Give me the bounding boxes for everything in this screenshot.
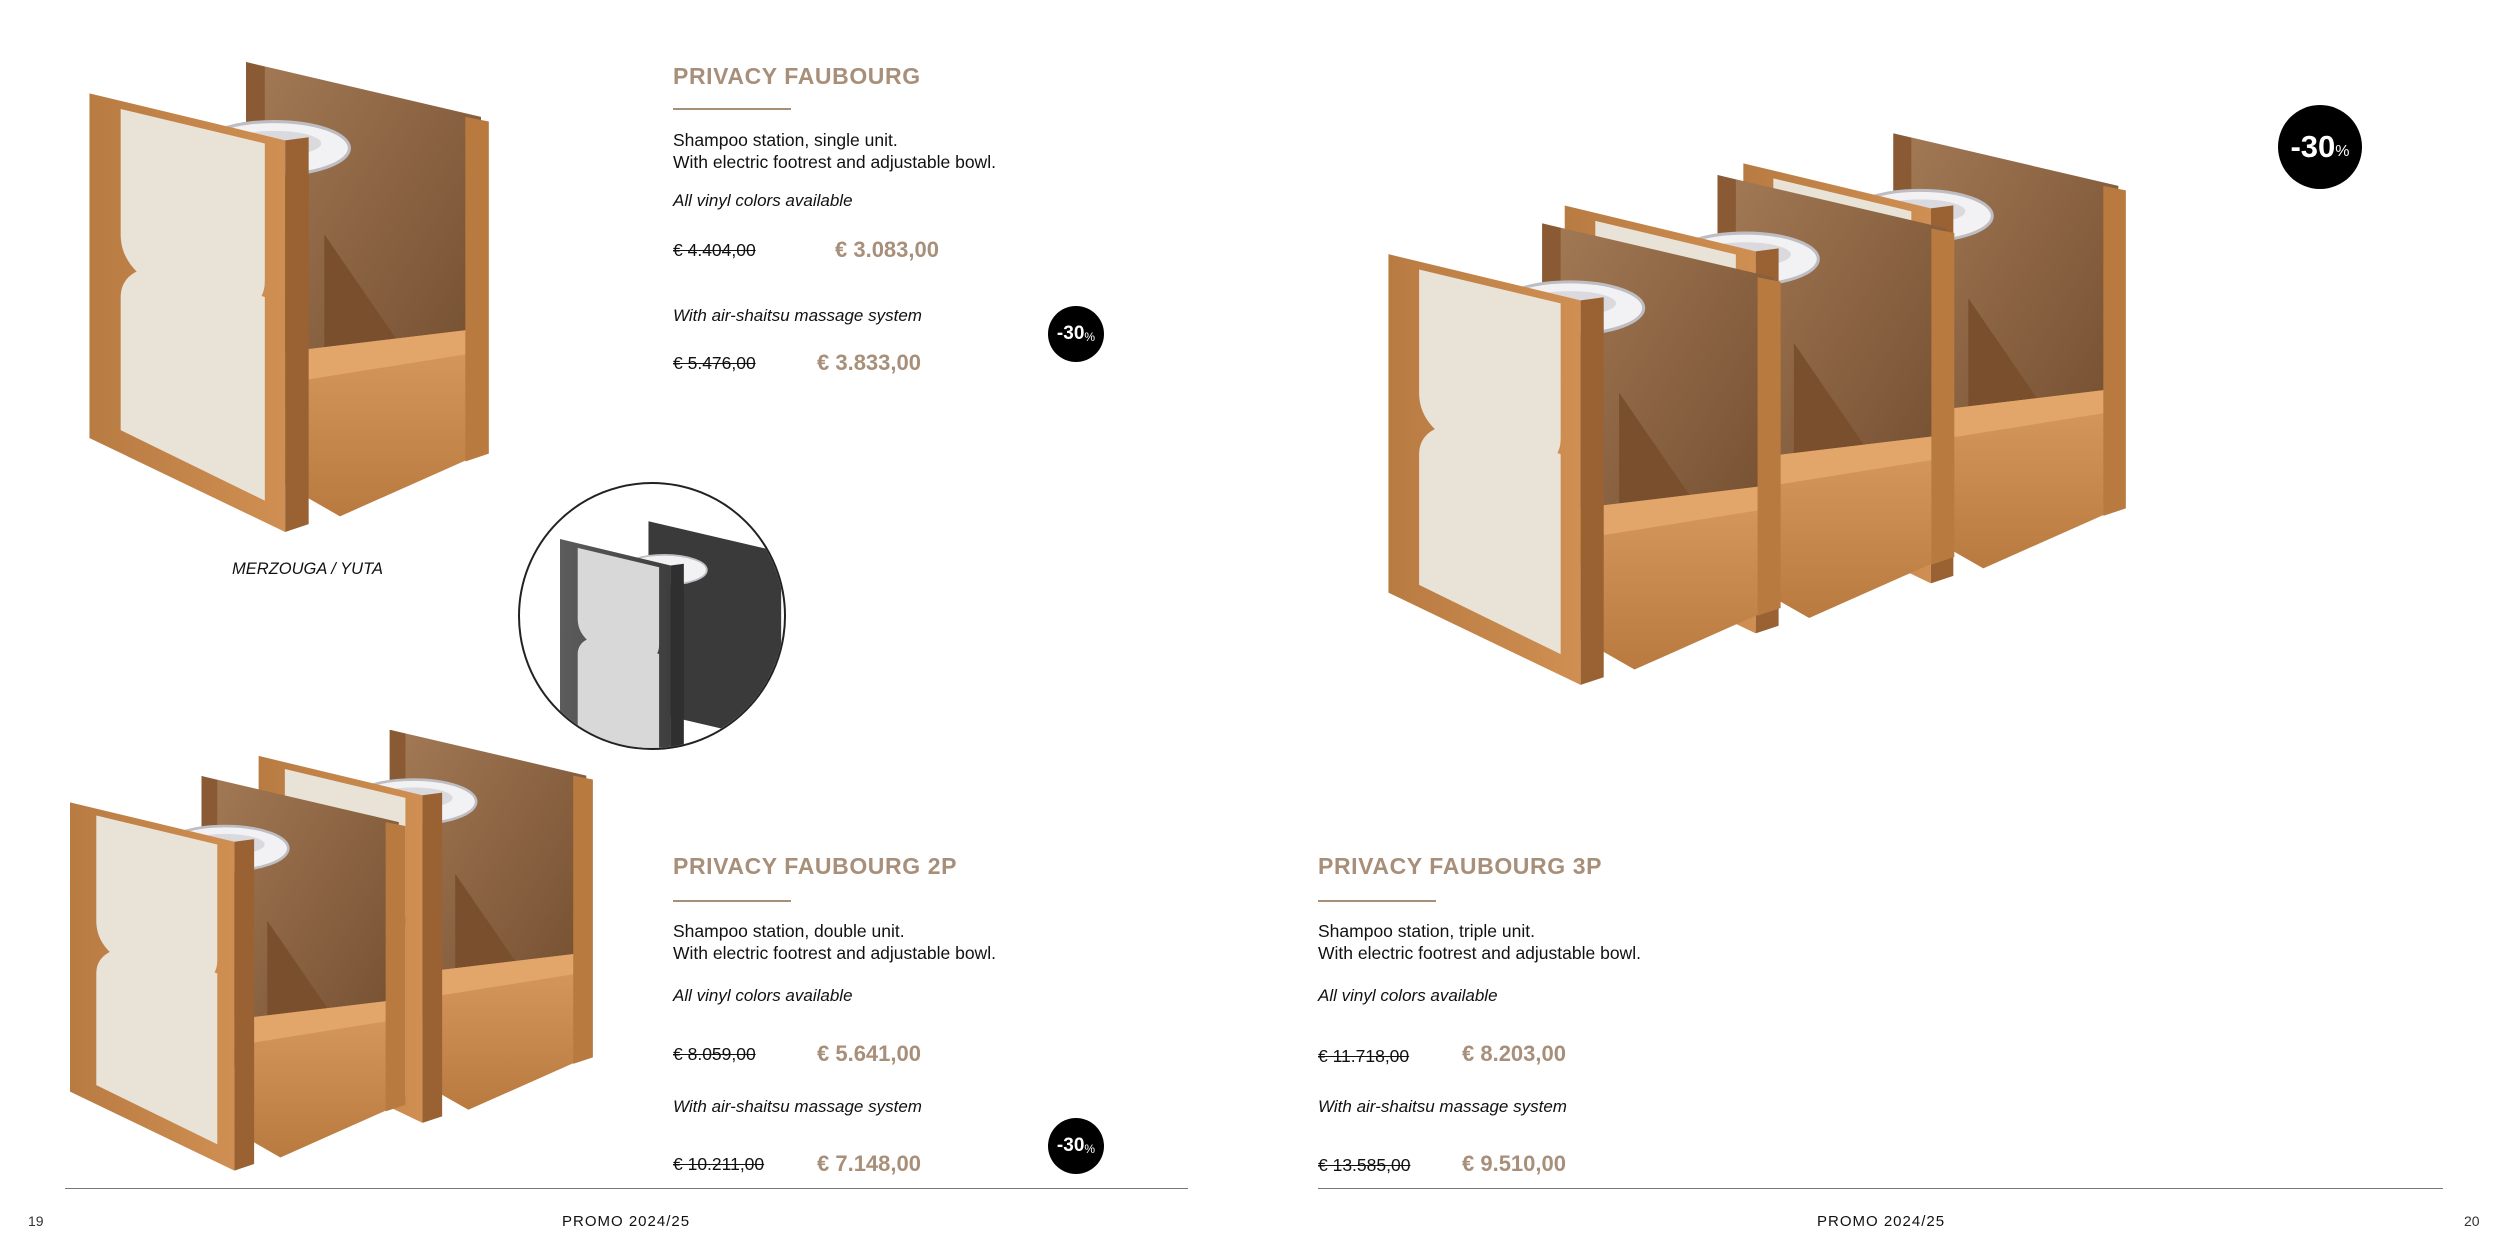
product-title: PRIVACY FAUBOURG 2P	[673, 853, 958, 879]
product-title: PRIVACY FAUBOURG 3P	[1318, 853, 1603, 879]
option-promo-price: € 7.148,00	[817, 1151, 921, 1176]
product-image-single	[78, 62, 508, 532]
title-rule	[1318, 900, 1436, 902]
discount-badge: -30 %	[1048, 306, 1104, 362]
product-image-triple	[1385, 150, 2225, 750]
material-caption: MERZOUGA / YUTA	[232, 560, 383, 578]
footer-rule	[1318, 1188, 2443, 1189]
product-image-double	[70, 738, 600, 1183]
option-old-price: € 10.211,00	[673, 1154, 765, 1174]
promo-price: € 8.203,00	[1462, 1041, 1566, 1066]
product-title: PRIVACY FAUBOURG	[673, 63, 921, 89]
option-label: With air-shaitsu massage system	[673, 306, 922, 325]
title-rule	[673, 900, 791, 902]
option-old-price: € 13.585,00	[1318, 1155, 1411, 1175]
option-old-price: € 5.476,00	[673, 353, 756, 373]
discount-badge: -30 %	[1048, 1118, 1104, 1174]
product-description-line1: Shampoo station, triple unit.	[1318, 921, 1535, 941]
old-price: € 8.059,00	[673, 1044, 756, 1064]
product-description-line2: With electric footrest and adjustable bowl.	[673, 943, 996, 963]
old-price: € 4.404,00	[673, 240, 756, 260]
title-rule	[673, 108, 791, 110]
vinyl-note: All vinyl colors available	[673, 191, 853, 210]
product-description-line2: With electric footrest and adjustable bowl.	[1318, 943, 1641, 963]
vinyl-note: All vinyl colors available	[1318, 986, 1498, 1005]
option-promo-price: € 9.510,00	[1462, 1151, 1566, 1176]
vinyl-note: All vinyl colors available	[673, 986, 853, 1005]
page-number: 20	[2464, 1213, 2480, 1229]
option-label: With air-shaitsu massage system	[1318, 1097, 1567, 1116]
option-promo-price: € 3.833,00	[817, 350, 921, 375]
discount-badge: -30 %	[2278, 105, 2362, 189]
footer-promo: PROMO 2024/25	[562, 1213, 691, 1230]
product-description-line1: Shampoo station, double unit.	[673, 921, 905, 941]
product-description-line2: With electric footrest and adjustable bowl.	[673, 152, 996, 172]
footer-rule	[65, 1188, 1188, 1189]
promo-price: € 3.083,00	[835, 237, 939, 262]
option-label: With air-shaitsu massage system	[673, 1097, 922, 1116]
promo-price: € 5.641,00	[817, 1041, 921, 1066]
product-description-line1: Shampoo station, single unit.	[673, 130, 898, 150]
page-number: 19	[28, 1213, 44, 1229]
color-variant-swatch	[518, 482, 786, 750]
footer-promo: PROMO 2024/25	[1817, 1213, 1946, 1230]
old-price: € 11.718,00	[1318, 1046, 1410, 1066]
